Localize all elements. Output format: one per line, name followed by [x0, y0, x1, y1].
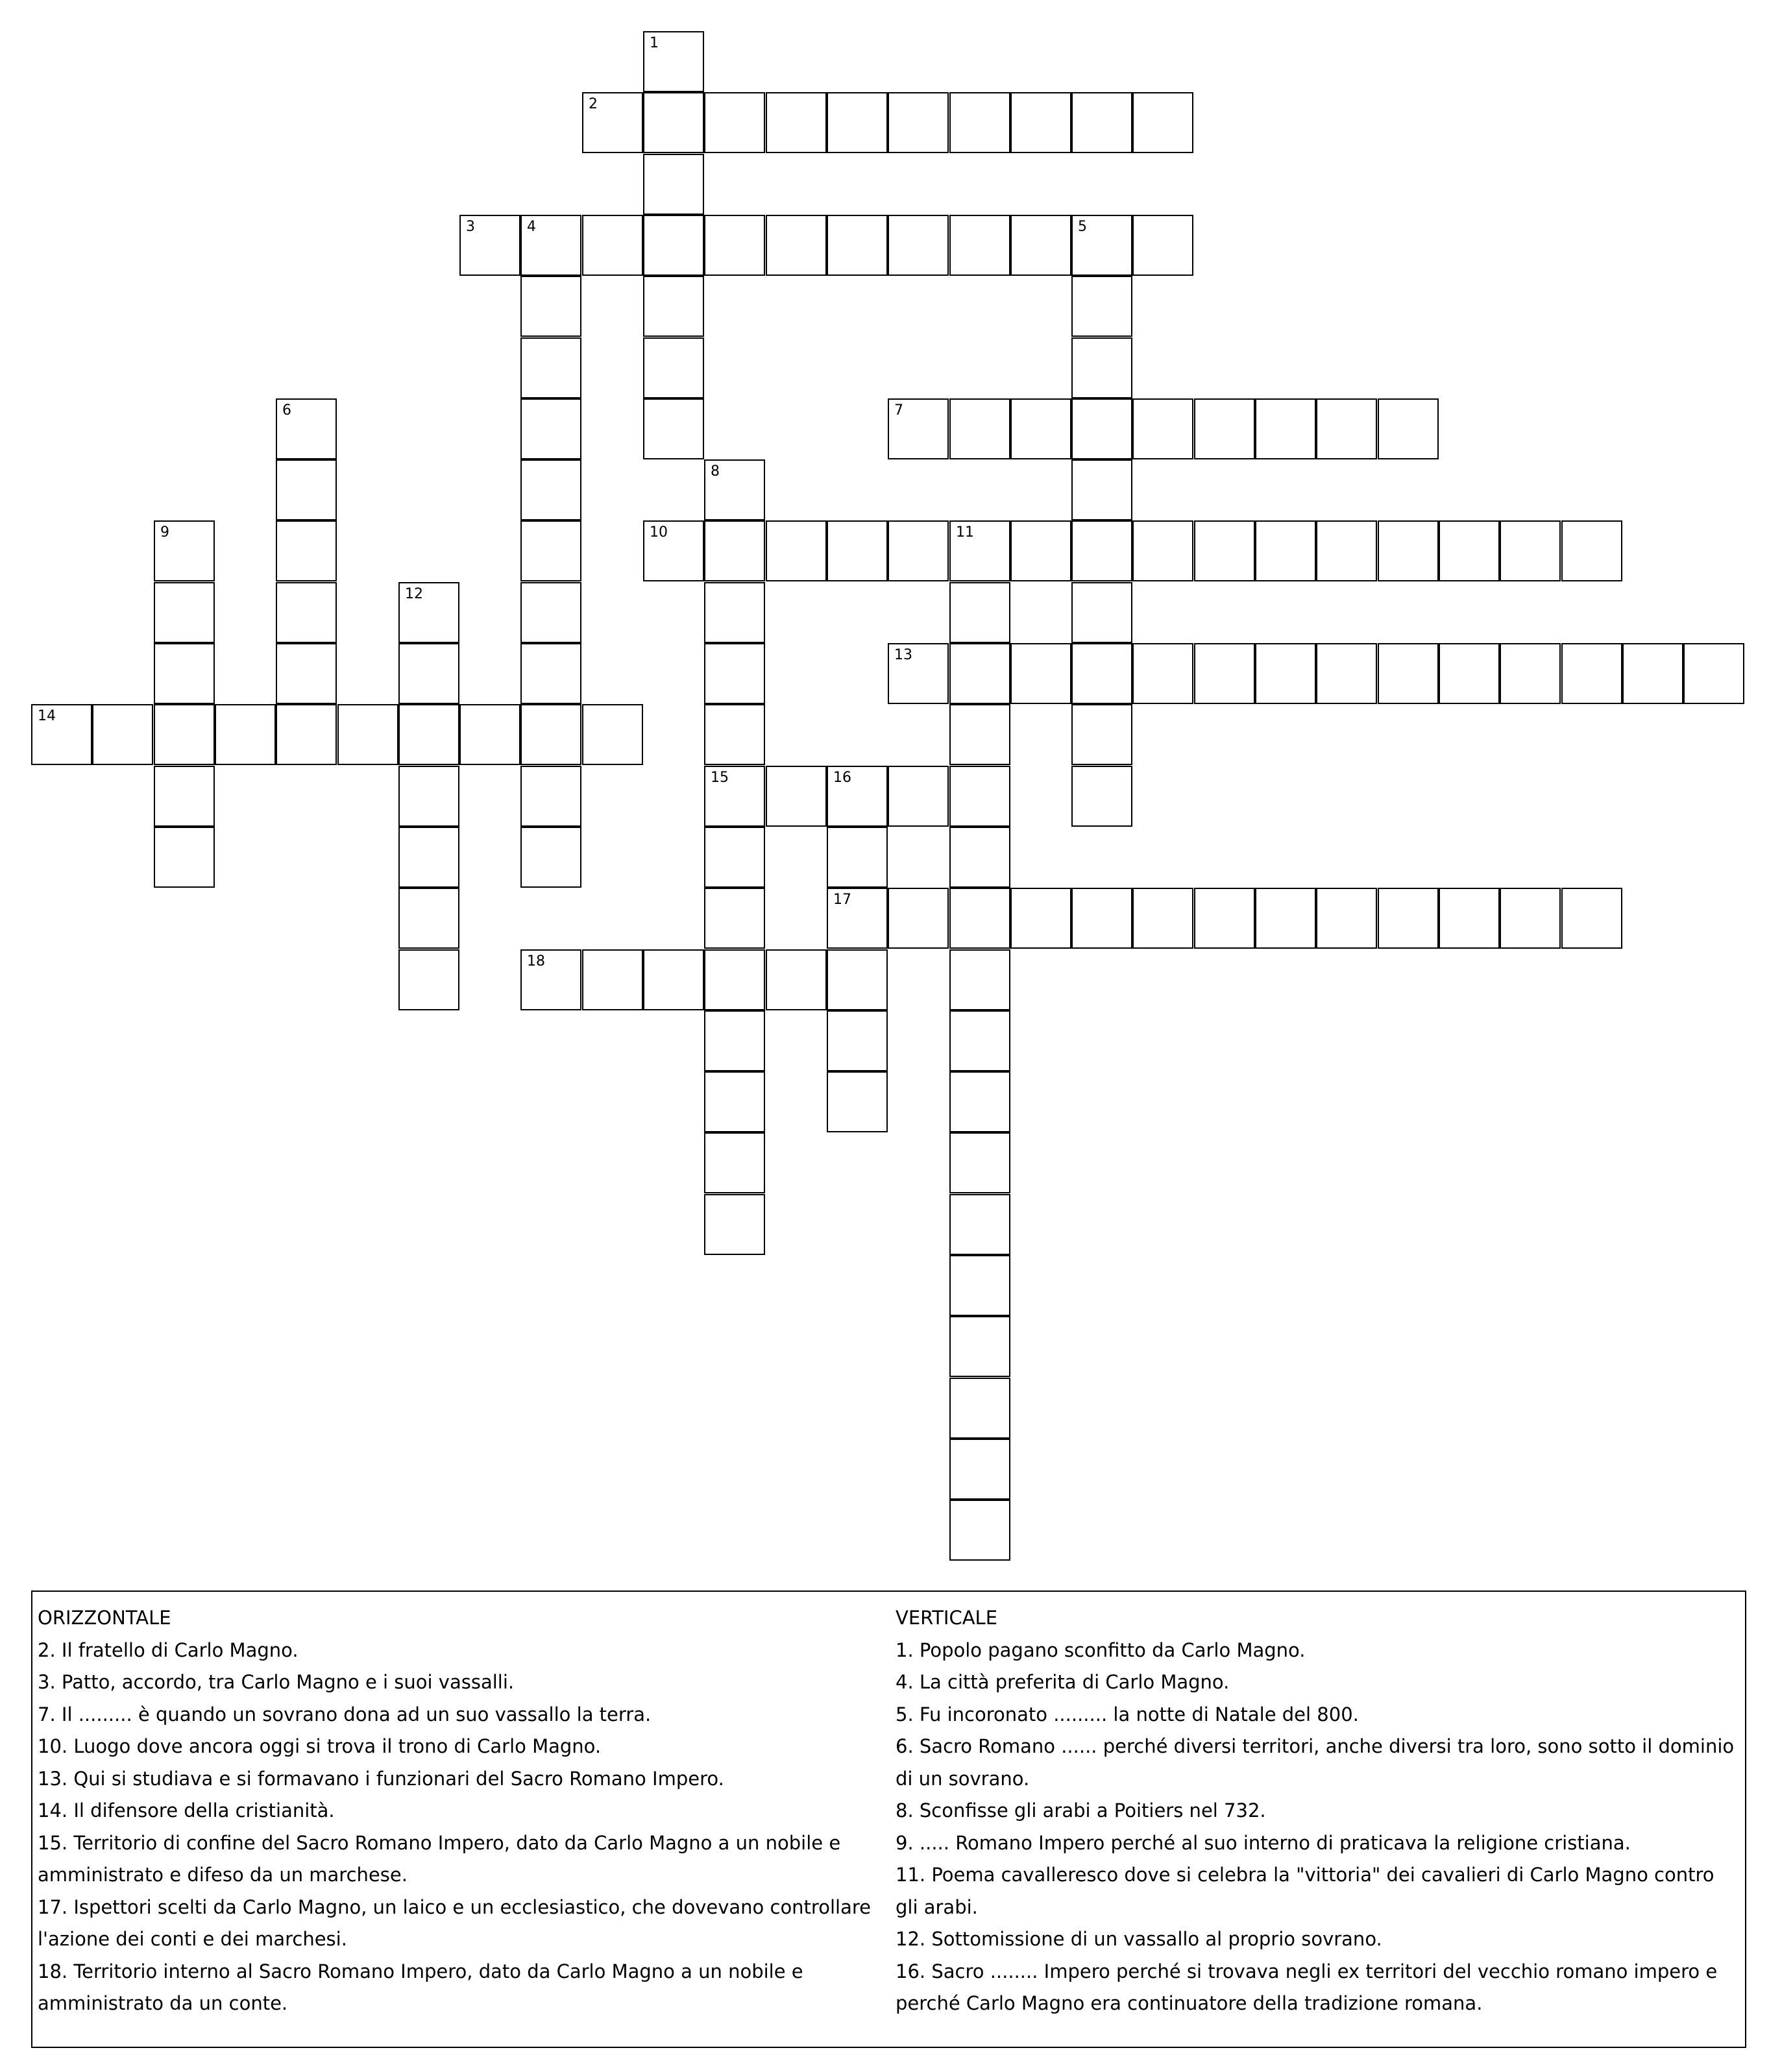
grid-cell[interactable]: [949, 704, 1010, 765]
grid-cell[interactable]: [949, 1010, 1010, 1071]
grid-cell[interactable]: [704, 643, 765, 704]
across-clue: 10. Luogo dove ancora oggi si trova il trono di Carlo Magno.: [38, 1735, 602, 1757]
grid-cell[interactable]: [888, 92, 949, 153]
grid-cell[interactable]: [398, 643, 459, 704]
grid-cell[interactable]: [1378, 520, 1439, 581]
clue-number: 17: [833, 892, 851, 908]
grid-cell[interactable]: [704, 1132, 765, 1193]
grid-cell[interactable]: [459, 704, 520, 765]
grid-cell[interactable]: [1316, 888, 1377, 949]
grid-cell[interactable]: [582, 215, 643, 276]
grid-cell[interactable]: [949, 520, 1010, 581]
down-clue: 11. Poema cavalleresco dove si celebra la "vittoria" dei cavalieri di Carlo Magno contro gli arabi.: [896, 1864, 1714, 1918]
grid-cell[interactable]: [704, 1194, 765, 1255]
grid-cell[interactable]: [1561, 520, 1622, 581]
grid-cell[interactable]: [1561, 643, 1622, 704]
grid-cell[interactable]: [1500, 643, 1561, 704]
grid-cell[interactable]: [1194, 398, 1255, 459]
grid-cell[interactable]: [1132, 520, 1193, 581]
grid-cell[interactable]: [888, 215, 949, 276]
down-clue: 4. La città preferita di Carlo Magno.: [896, 1671, 1230, 1693]
grid-cell[interactable]: [949, 1071, 1010, 1132]
grid-cell[interactable]: [949, 643, 1010, 704]
grid-cell[interactable]: [827, 215, 888, 276]
grid-cell[interactable]: [520, 276, 581, 337]
grid-cell[interactable]: [1316, 643, 1377, 704]
grid-cell[interactable]: [1071, 766, 1132, 827]
grid-cell[interactable]: [1500, 888, 1561, 949]
grid-cell[interactable]: [1255, 888, 1316, 949]
grid-cell[interactable]: [154, 520, 215, 581]
grid-cell[interactable]: [827, 766, 888, 827]
grid-cell[interactable]: [766, 766, 827, 827]
clue-number: 9: [160, 524, 169, 541]
grid-cell[interactable]: [949, 215, 1010, 276]
grid-cell[interactable]: [949, 1194, 1010, 1255]
clue-number: 16: [833, 770, 851, 786]
grid-cell[interactable]: [1132, 888, 1193, 949]
grid-cell[interactable]: [276, 582, 337, 643]
grid-cell[interactable]: [1316, 398, 1377, 459]
grid-cell[interactable]: [520, 766, 581, 827]
grid-cell[interactable]: [643, 398, 704, 459]
grid-cell[interactable]: [1439, 520, 1500, 581]
clue-number: 1: [650, 35, 659, 51]
grid-cell[interactable]: [1255, 520, 1316, 581]
grid-cell[interactable]: [1010, 92, 1071, 153]
grid-cell[interactable]: [766, 215, 827, 276]
grid-cell[interactable]: [704, 582, 765, 643]
down-clue: 8. Sconfisse gli arabi a Poitiers nel 732.: [896, 1799, 1266, 1822]
grid-cell[interactable]: [766, 92, 827, 153]
grid-cell[interactable]: [1071, 643, 1132, 704]
grid-cell[interactable]: [1132, 643, 1193, 704]
clue-number: 14: [38, 708, 56, 724]
clue-number: 3: [466, 219, 475, 235]
grid-cell[interactable]: [1439, 888, 1500, 949]
grid-cell[interactable]: [582, 704, 643, 765]
clue-number: 8: [711, 463, 720, 480]
grid-cell[interactable]: [520, 582, 581, 643]
clues-box: [31, 1591, 1746, 2048]
grid-cell[interactable]: [582, 949, 643, 1010]
grid-cell[interactable]: [949, 398, 1010, 459]
grid-cell[interactable]: [1255, 643, 1316, 704]
across-clue: 13. Qui si studiava e si formavano i funzionari del Sacro Romano Impero.: [38, 1767, 724, 1790]
grid-cell[interactable]: [398, 582, 459, 643]
grid-cell[interactable]: [154, 643, 215, 704]
grid-cell[interactable]: [1071, 459, 1132, 520]
across-clues: [38, 1602, 894, 2020]
grid-cell[interactable]: [827, 1010, 888, 1071]
grid-cell[interactable]: [1010, 643, 1071, 704]
across-clue: 17. Ispettori scelti da Carlo Magno, un laico e un ecclesiastico, che dovevano controllare l'azione dei conti e dei marchesi.: [38, 1895, 871, 1950]
grid-cell[interactable]: [949, 1132, 1010, 1193]
grid-cell[interactable]: [520, 704, 581, 765]
grid-cell[interactable]: [520, 398, 581, 459]
down-clue: 6. Sacro Romano ...... perché diversi territori, anche diversi tra loro, sono sotto il dominio di un sovrano.: [896, 1735, 1735, 1790]
grid-cell[interactable]: [643, 949, 704, 1010]
grid-cell[interactable]: [154, 582, 215, 643]
grid-cell[interactable]: [276, 459, 337, 520]
grid-cell[interactable]: [398, 766, 459, 827]
grid-cell[interactable]: [1132, 215, 1193, 276]
grid-cell[interactable]: [704, 888, 765, 949]
clue-number: 13: [894, 647, 912, 663]
grid-cell[interactable]: [643, 276, 704, 337]
grid-cell[interactable]: [1132, 398, 1193, 459]
grid-cell[interactable]: [276, 704, 337, 765]
grid-cell[interactable]: [1500, 520, 1561, 581]
grid-cell[interactable]: [1071, 337, 1132, 398]
clue-number: 10: [650, 524, 668, 541]
grid-cell[interactable]: [582, 92, 643, 153]
grid-cell[interactable]: [398, 888, 459, 949]
down-clue: 1. Popolo pagano sconfitto da Carlo Magno.: [896, 1639, 1306, 1661]
grid-cell[interactable]: [398, 827, 459, 888]
grid-cell[interactable]: [643, 92, 704, 153]
grid-cell[interactable]: [949, 827, 1010, 888]
grid-cell[interactable]: [276, 398, 337, 459]
grid-cell[interactable]: [949, 949, 1010, 1010]
across-clue: 7. Il ......... è quando un sovrano dona ad un suo vassallo la terra.: [38, 1703, 652, 1725]
grid-cell[interactable]: [704, 1010, 765, 1071]
grid-cell[interactable]: [154, 827, 215, 888]
grid-cell[interactable]: [520, 949, 581, 1010]
grid-cell[interactable]: [1071, 582, 1132, 643]
grid-cell[interactable]: [1439, 643, 1500, 704]
clue-number: 7: [894, 402, 903, 419]
grid-cell[interactable]: [1255, 398, 1316, 459]
grid-cell[interactable]: [1071, 215, 1132, 276]
grid-cell[interactable]: [704, 92, 765, 153]
across-clue: 15. Territorio di confine del Sacro Romano Impero, dato da Carlo Magno a un nobile e amministrato e difeso da un marchese.: [38, 1831, 841, 1886]
grid-cell[interactable]: [1071, 92, 1132, 153]
grid-cell[interactable]: [1316, 520, 1377, 581]
grid-cell[interactable]: [459, 215, 520, 276]
across-title: ORIZZONTALE: [38, 1607, 171, 1629]
down-clue: 5. Fu incoronato ......... la notte di Natale del 800.: [896, 1703, 1359, 1725]
down-clue: 12. Sottomissione di un vassallo al proprio sovrano.: [896, 1928, 1382, 1950]
grid-cell[interactable]: [520, 520, 581, 581]
grid-cell[interactable]: [31, 704, 92, 765]
clue-number: 5: [1078, 219, 1087, 235]
grid-cell[interactable]: [154, 704, 215, 765]
across-clue: 18. Territorio interno al Sacro Romano Impero, dato da Carlo Magno a un nobile e amministrato da un conte.: [38, 1960, 803, 2014]
grid-cell[interactable]: [520, 643, 581, 704]
grid-cell[interactable]: [1561, 888, 1622, 949]
grid-cell[interactable]: [704, 704, 765, 765]
grid-cell[interactable]: [949, 1255, 1010, 1316]
grid-cell[interactable]: [949, 1439, 1010, 1500]
grid-cell[interactable]: [643, 215, 704, 276]
grid-cell[interactable]: [643, 31, 704, 92]
across-clue: 2. Il fratello di Carlo Magno.: [38, 1639, 299, 1661]
clue-number: 4: [527, 219, 536, 235]
grid-cell[interactable]: [1378, 888, 1439, 949]
grid-cell[interactable]: [398, 949, 459, 1010]
grid-cell[interactable]: [276, 520, 337, 581]
grid-cell[interactable]: [704, 766, 765, 827]
grid-cell[interactable]: [1071, 704, 1132, 765]
grid-cell[interactable]: [520, 215, 581, 276]
grid-cell[interactable]: [949, 582, 1010, 643]
grid-cell[interactable]: [827, 1071, 888, 1132]
grid-cell[interactable]: [888, 766, 949, 827]
grid-cell[interactable]: [1378, 398, 1439, 459]
grid-cell[interactable]: [704, 1071, 765, 1132]
grid-cell[interactable]: [827, 520, 888, 581]
grid-cell[interactable]: [1010, 398, 1071, 459]
grid-cell[interactable]: [704, 215, 765, 276]
grid-cell[interactable]: [1622, 643, 1683, 704]
grid-cell[interactable]: [520, 827, 581, 888]
grid-cell[interactable]: [92, 704, 153, 765]
grid-cell[interactable]: [154, 766, 215, 827]
grid-cell[interactable]: [1071, 888, 1132, 949]
grid-cell[interactable]: [888, 398, 949, 459]
grid-cell[interactable]: [1683, 643, 1744, 704]
grid-cell[interactable]: [949, 766, 1010, 827]
grid-cell[interactable]: [827, 827, 888, 888]
grid-cell[interactable]: [949, 92, 1010, 153]
grid-cell[interactable]: [1194, 888, 1255, 949]
grid-cell[interactable]: [1378, 643, 1439, 704]
grid-cell[interactable]: [398, 704, 459, 765]
down-title: VERTICALE: [896, 1607, 998, 1629]
grid-cell[interactable]: [643, 520, 704, 581]
grid-cell[interactable]: [1010, 520, 1071, 581]
grid-cell[interactable]: [1194, 520, 1255, 581]
grid-cell[interactable]: [704, 827, 765, 888]
grid-cell[interactable]: [520, 459, 581, 520]
grid-cell[interactable]: [276, 643, 337, 704]
grid-cell[interactable]: [888, 643, 949, 704]
across-clue: 3. Patto, accordo, tra Carlo Magno e i suoi vassalli.: [38, 1671, 515, 1693]
grid-cell[interactable]: [1010, 215, 1071, 276]
clue-number: 18: [527, 953, 545, 969]
grid-cell[interactable]: [520, 337, 581, 398]
grid-cell[interactable]: [888, 888, 949, 949]
grid-cell[interactable]: [827, 92, 888, 153]
down-clue: 16. Sacro ........ Impero perché si trovava negli ex territori del vecchio romano impero e perché Carlo Magno era continuatore della tradizione romana.: [896, 1960, 1718, 2014]
grid-cell[interactable]: [1132, 92, 1193, 153]
grid-cell[interactable]: [704, 520, 765, 581]
grid-cell[interactable]: [704, 459, 765, 520]
clue-number: 12: [405, 586, 423, 602]
grid-cell[interactable]: [949, 1500, 1010, 1561]
grid-cell[interactable]: [1071, 398, 1132, 459]
grid-cell[interactable]: [643, 337, 704, 398]
grid-cell[interactable]: [949, 1378, 1010, 1439]
grid-cell[interactable]: [766, 949, 827, 1010]
grid-cell[interactable]: [643, 154, 704, 215]
across-clue: 14. Il difensore della cristianità.: [38, 1799, 335, 1822]
grid-cell[interactable]: [888, 520, 949, 581]
clue-number: 15: [711, 770, 729, 786]
grid-cell[interactable]: [215, 704, 276, 765]
grid-cell[interactable]: [337, 704, 398, 765]
down-clues: [896, 1602, 1739, 2020]
clue-number: 6: [282, 402, 291, 419]
grid-cell[interactable]: [827, 949, 888, 1010]
grid-cell[interactable]: [949, 888, 1010, 949]
grid-cell[interactable]: [1010, 888, 1071, 949]
clue-number: 2: [589, 96, 598, 112]
grid-cell[interactable]: [1194, 643, 1255, 704]
grid-cell[interactable]: [949, 1316, 1010, 1377]
grid-cell[interactable]: [766, 520, 827, 581]
grid-cell[interactable]: [704, 949, 765, 1010]
grid-cell[interactable]: [1071, 276, 1132, 337]
clue-number: 11: [956, 524, 974, 541]
grid-cell[interactable]: [1071, 520, 1132, 581]
grid-cell[interactable]: [827, 888, 888, 949]
down-clue: 9. ..... Romano Impero perché al suo interno di praticava la religione cristiana.: [896, 1831, 1631, 1854]
